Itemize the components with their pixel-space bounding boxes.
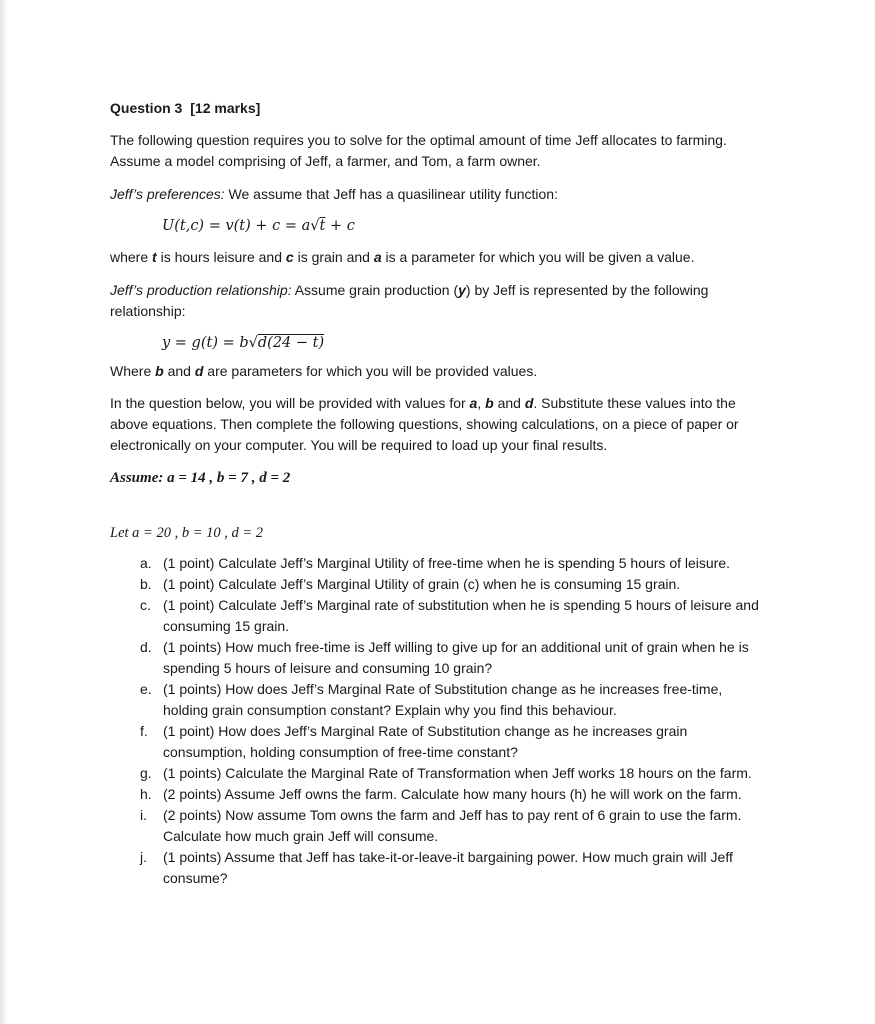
production-text: ) by Jeff is represented by the following [465, 282, 709, 298]
question-part-text-line: (1 point) Calculate Jeff’s Marginal Utility of grain (c) when he is consuming 15 grain. [163, 576, 681, 592]
instructions-line-1 [110, 393, 800, 414]
question-part-text-line: consumption, holding consumption of free-time constant? [163, 744, 518, 760]
utility-equation-rhs: + c [325, 218, 355, 234]
page-edge-shadow [0, 0, 7, 1024]
variable-t: t [152, 249, 157, 265]
question-part-letter: d. [140, 639, 152, 655]
question-part-letter: f. [140, 723, 148, 739]
question-part-letter: c. [140, 597, 151, 613]
instructions-text: , [477, 395, 486, 411]
where-text: where [110, 249, 153, 265]
let-line: Let a = 20 , b = 10 , d = 2 [110, 525, 264, 541]
question-part-text-line: holding grain consumption constant? Explain why you find this behaviour. [163, 702, 617, 718]
question-part-g [140, 763, 800, 784]
where-text: is grain and [293, 249, 374, 265]
question-part-letter: e. [140, 681, 152, 697]
instructions-text: In the question below, you will be provided with values for [110, 395, 470, 411]
assume-line [110, 468, 800, 489]
instructions-text: and [493, 395, 525, 411]
question-part-letter: j. [140, 849, 147, 865]
question-part-h [140, 784, 800, 805]
production-equation [162, 332, 800, 354]
production-where [110, 361, 800, 382]
question-part-text-line: consuming 15 grain. [163, 618, 290, 634]
utility-equation-lhs: U(t,c) = v(t) + c = a√ [162, 218, 320, 234]
assume-label: Assume: [110, 470, 164, 486]
question-part-text-line: (1 points) Calculate the Marginal Rate of Transformation when Jeff works 18 hours on the farm. [163, 765, 752, 781]
variable-y: y [458, 282, 466, 298]
question-part-d [140, 637, 800, 679]
question-part-j [140, 847, 800, 889]
production-label: Jeff’s production relationship: [110, 282, 292, 298]
variable-d: d [194, 363, 204, 379]
production-paragraph-line-2: relationship: [110, 303, 186, 319]
question-part-letter: i. [140, 807, 147, 823]
where-text: Where [110, 363, 156, 379]
preferences-where [110, 247, 800, 268]
question-part-text-line: (1 point) Calculate Jeff’s Marginal rate of substitution when he is spending 5 hours of leisure and [163, 597, 759, 613]
question-part-text-line: Calculate how much grain Jeff will consume. [163, 828, 439, 844]
question-part-text-line: consume? [163, 870, 228, 886]
question-part-a [140, 553, 800, 574]
intro-line-2: Assume a model comprising of Jeff, a farmer, and Tom, a farm owner. [110, 153, 541, 169]
question-part-b [140, 574, 800, 595]
question-part-c [140, 595, 800, 637]
question-part-text-line: (2 points) Assume Jeff owns the farm. Calculate how many hours (h) he will work on the farm. [163, 786, 742, 802]
variable-d: d [524, 395, 534, 411]
question-parts-list [140, 553, 800, 889]
production-equation-lhs: y = g(t) = b√ [162, 335, 258, 351]
utility-equation-radicand: t [319, 218, 326, 234]
where-text: is a parameter for which you will be given a value. [381, 249, 695, 265]
question-part-f [140, 721, 800, 763]
question-part-i [140, 805, 800, 847]
instructions-line-2: above equations. Then complete the following questions, showing calculations, on a piece of paper or [110, 416, 739, 432]
instructions-line-3: electronically on your computer. You will be required to load up your final results. [110, 437, 608, 453]
variable-b: b [485, 395, 494, 411]
where-text: and [163, 363, 195, 379]
production-paragraph [110, 280, 800, 301]
preferences-text: We assume that Jeff has a quasilinear utility function: [224, 186, 558, 202]
production-equation-radicand: d(24 − t) [257, 335, 325, 351]
question-part-letter: g. [140, 765, 152, 781]
question-part-letter: a. [140, 555, 152, 571]
question-part-text-line: (1 points) How does Jeff’s Marginal Rate of Substitution change as he increases free-time, [163, 681, 723, 697]
question-part-letter: h. [140, 786, 152, 802]
question-marks: [12 marks] [190, 100, 261, 116]
where-text: is hours leisure and [156, 249, 286, 265]
question-part-text-line: (1 point) Calculate Jeff’s Marginal Utility of free-time when he is spending 5 hours of leisure. [163, 555, 731, 571]
preferences-label: Jeff’s preferences: [110, 186, 225, 202]
question-part-letter: b. [140, 576, 152, 592]
instructions-text: . Substitute these values into the [533, 395, 736, 411]
variable-a: a [373, 249, 382, 265]
utility-equation [162, 215, 800, 237]
question-part-text-line: spending 5 hours of leisure and consuming 10 grain? [163, 660, 493, 676]
preferences-paragraph [110, 184, 800, 205]
intro-line-1: The following question requires you to solve for the optimal amount of time Jeff allocates to farming. [110, 132, 727, 148]
variable-b: b [155, 363, 164, 379]
variable-c: c [285, 249, 294, 265]
question-part-text-line: (1 point) How does Jeff’s Marginal Rate of Substitution change as he increases grain [163, 723, 688, 739]
question-part-e [140, 679, 800, 721]
question-title [110, 98, 800, 119]
question-part-text-line: (1 points) Assume that Jeff has take-it-or-leave-it bargaining power. How much grain will Jeff [163, 849, 733, 865]
document-page [110, 98, 800, 889]
question-part-text-line: (1 points) How much free-time is Jeff willing to give up for an additional unit of grain when he is [163, 639, 749, 655]
question-part-text-line: (2 points) Now assume Tom owns the farm and Jeff has to pay rent of 6 grain to use the farm. [163, 807, 742, 823]
production-text: Assume grain production ( [291, 282, 459, 298]
question-number: Question 3 [110, 100, 183, 116]
where-text: are parameters for which you will be provided values. [203, 363, 538, 379]
assume-values: a = 14 , b = 7 , d = 2 [167, 470, 291, 486]
variable-a: a [469, 395, 478, 411]
